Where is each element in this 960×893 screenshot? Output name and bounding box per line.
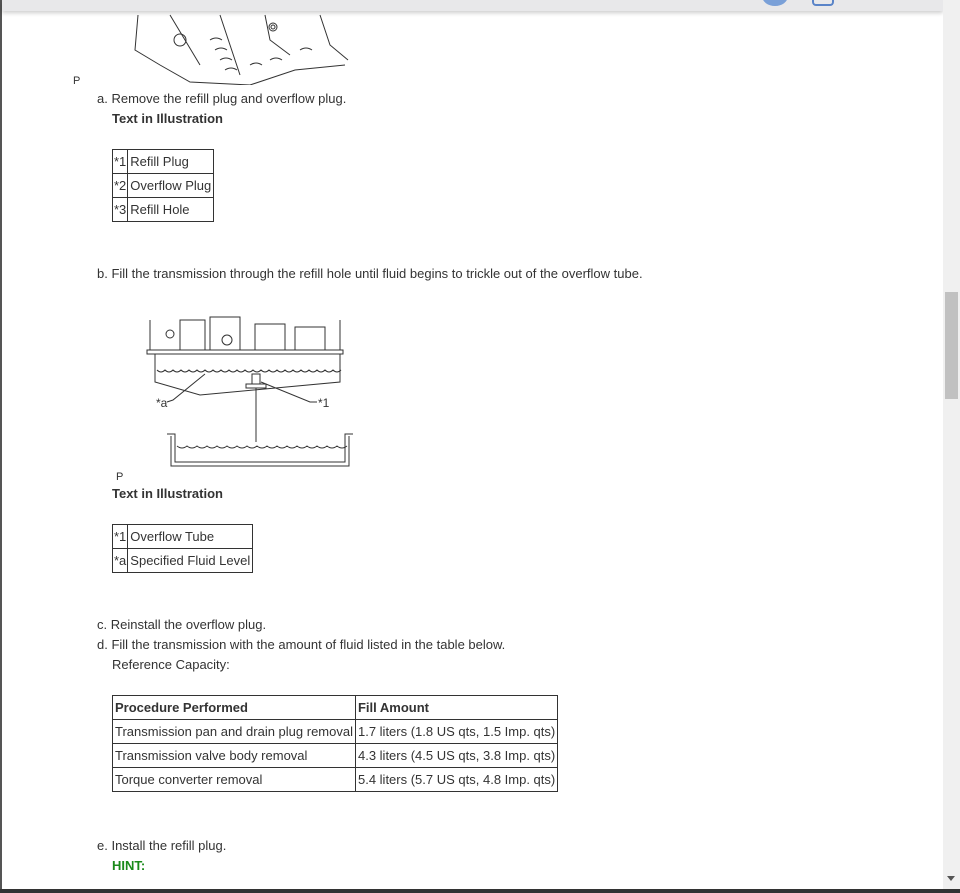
legend-key: *3 [113,198,128,222]
scroll-down-arrow-icon[interactable] [947,876,955,881]
scrollbar-thumb[interactable] [945,292,958,399]
legend-key: *1 [113,525,128,549]
toolbar-icon[interactable] [812,0,834,6]
legend-key: *2 [113,174,128,198]
step-e: e. Install the refill plug. [97,838,227,853]
scrollbar-track[interactable] [943,0,960,889]
table-row [113,150,214,174]
fill-amount-cell: 1.7 liters (1.8 US qts, 1.5 Imp. qts) [355,720,557,744]
window-bottom-border [0,889,960,893]
legend-value: Refill Hole [128,198,214,222]
step-a: a. Remove the refill plug and overflow plug. [97,91,347,106]
transmission-illustration-1 [130,10,350,85]
table-row [113,744,558,768]
legend-value: Specified Fluid Level [128,549,253,573]
procedure-cell: Transmission valve body removal [113,744,356,768]
label-1: *1 [318,396,330,410]
table-row [113,768,558,792]
hint-label: HINT: [112,858,146,873]
text-in-illustration-heading: Text in Illustration [112,111,223,126]
illustration-2-legend-table [112,524,253,573]
table-header-row [113,696,558,720]
fill-amount-cell: 4.3 liters (4.5 US qts, 3.8 Imp. qts) [355,744,557,768]
column-header: Fill Amount [355,696,557,720]
legend-value: Overflow Tube [128,525,253,549]
step-b: b. Fill the transmission through the refill hole until fluid begins to trickle out of the overflow tube. [97,266,643,281]
p-label: P [73,75,81,87]
overflow-tube-illustration [145,312,355,470]
step-c: c. Reinstall the overflow plug. [97,617,267,632]
legend-key: *1 [113,150,128,174]
procedure-cell: Torque converter removal [113,768,356,792]
legend-value: Refill Plug [128,150,214,174]
window-border [0,0,2,893]
fill-amount-cell: 5.4 liters (5.7 US qts, 4.8 Imp. qts) [355,768,557,792]
table-row [113,720,558,744]
capacity-table [112,695,558,792]
avatar-button[interactable] [762,0,788,6]
column-header: Procedure Performed [113,696,356,720]
label-a: *a [156,396,168,410]
table-row [113,198,214,222]
table-row [113,174,214,198]
illustration-1-legend-table [112,149,214,222]
step-d: d. Fill the transmission with the amount of fluid listed in the table below. [97,637,506,652]
p-label: P [116,471,124,483]
procedure-cell: Transmission pan and drain plug removal [113,720,356,744]
text-in-illustration-heading: Text in Illustration [112,486,223,501]
legend-value: Overflow Plug [128,174,214,198]
legend-key: *a [113,549,128,573]
table-row [113,525,253,549]
reference-capacity-label: Reference Capacity: [112,657,230,672]
table-row [113,549,253,573]
